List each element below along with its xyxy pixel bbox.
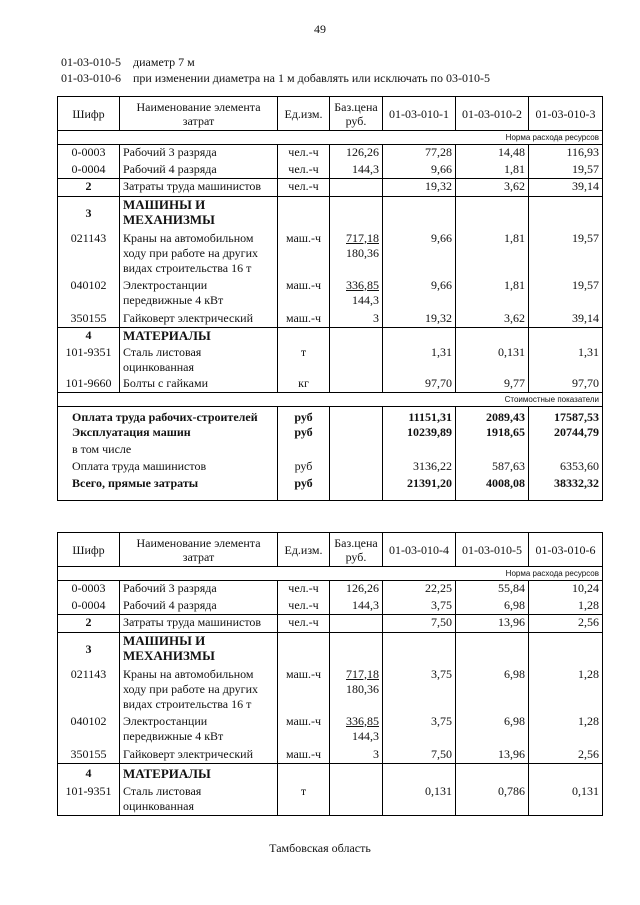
page-number: 49	[314, 22, 326, 36]
row-price: 144,3	[330, 598, 383, 615]
row-code: 040102	[58, 278, 120, 311]
table-row	[58, 179, 603, 197]
section-row	[58, 328, 603, 345]
section-title: МАШИНЫ И МЕХАНИЗМЫ	[120, 633, 278, 667]
norm-label: Норма расхода ресурсов	[58, 567, 603, 581]
norm-label: Норма расхода ресурсов	[58, 131, 603, 145]
row-name: Электростанции передвижные 4 кВт	[120, 278, 278, 311]
row-value: 7,50	[383, 615, 456, 633]
summary-unit: руб	[278, 459, 330, 476]
summary-unit: руб	[278, 407, 330, 426]
col-price-header: Баз.цена руб.	[330, 97, 383, 131]
row-value: 1,28	[529, 714, 603, 747]
section-code: 4	[58, 764, 120, 784]
row-value: 14,48	[456, 145, 529, 162]
row-unit: чел.-ч	[278, 162, 330, 179]
summary-row	[58, 407, 603, 426]
row-code: 021143	[58, 231, 120, 278]
section-row	[58, 633, 603, 667]
col-unit-header: Ед.изм.	[278, 97, 330, 131]
row-code: 021143	[58, 667, 120, 714]
table-row	[58, 376, 603, 393]
summary-label: в том числе	[58, 442, 278, 459]
norm-label-row	[58, 567, 603, 581]
row-code: 101-9351	[58, 784, 120, 816]
row-unit: чел.-ч	[278, 179, 330, 197]
cost-label-row	[58, 393, 603, 407]
table-row	[58, 784, 603, 816]
col-code-header: Шифр	[58, 533, 120, 567]
row-code: 040102	[58, 714, 120, 747]
section-code: 3	[58, 197, 120, 231]
row-value: 19,57	[529, 278, 603, 311]
table-row	[58, 311, 603, 328]
row-value: 1,31	[529, 345, 603, 376]
col-name-header: Наименование элемента затрат	[120, 97, 278, 131]
row-price: 3	[330, 311, 383, 328]
row-value: 2,56	[529, 615, 603, 633]
row-value: 19,57	[529, 162, 603, 179]
summary-row	[58, 476, 603, 500]
row-name: Рабочий 3 разряда	[120, 145, 278, 162]
row-unit: маш.-ч	[278, 747, 330, 764]
row-value: 0,131	[383, 784, 456, 816]
row-value: 1,31	[383, 345, 456, 376]
row-value: 9,66	[383, 162, 456, 179]
summary-value: 4008,08	[456, 476, 529, 500]
price-total: 336,85	[346, 713, 379, 728]
row-value: 1,28	[529, 598, 603, 615]
row-price	[330, 376, 383, 393]
row-price	[330, 667, 383, 714]
summary-unit: руб	[278, 476, 330, 500]
summary-unit: руб	[278, 425, 330, 442]
row-unit: т	[278, 784, 330, 816]
price-wage: 180,36	[346, 245, 379, 260]
row-name: Гайковерт электрический	[120, 747, 278, 764]
summary-value: 2089,43	[456, 407, 529, 426]
table-row	[58, 231, 603, 278]
price-wage: 144,3	[352, 728, 379, 743]
row-price	[330, 345, 383, 376]
summary-value: 11151,31	[383, 407, 456, 426]
col-header: 01-03-010-1	[383, 97, 456, 131]
row-code: 0-0004	[58, 598, 120, 615]
row-value: 13,96	[456, 615, 529, 633]
row-value: 13,96	[456, 747, 529, 764]
price-wage: 144,3	[352, 292, 379, 307]
table-row	[58, 278, 603, 311]
row-value: 3,75	[383, 598, 456, 615]
row-name: Электростанции передвижные 4 кВт	[120, 714, 278, 747]
row-value: 97,70	[529, 376, 603, 393]
col-unit-header: Ед.изм.	[278, 533, 330, 567]
summary-value: 17587,53	[529, 407, 603, 426]
section-row	[58, 764, 603, 784]
summary-label: Оплата труда машинистов	[58, 459, 278, 476]
price-total: 717,18	[346, 230, 379, 245]
row-name: Гайковерт электрический	[120, 311, 278, 328]
row-value: 0,786	[456, 784, 529, 816]
row-unit: маш.-ч	[278, 667, 330, 714]
price-total: 717,18	[346, 666, 379, 681]
summary-value: 10239,89	[383, 425, 456, 442]
table-row	[58, 667, 603, 714]
section-code: 3	[58, 633, 120, 667]
summary-value: 587,63	[456, 459, 529, 476]
summary-row	[58, 442, 603, 459]
row-value: 19,32	[383, 311, 456, 328]
col-header: 01-03-010-2	[456, 97, 529, 131]
row-name: Рабочий 4 разряда	[120, 598, 278, 615]
row-value: 7,50	[383, 747, 456, 764]
row-value: 0,131	[456, 345, 529, 376]
col-price-header: Баз.цена руб.	[330, 533, 383, 567]
row-value: 6,98	[456, 667, 529, 714]
page-footer: Тамбовская область	[269, 841, 371, 855]
table-row	[58, 615, 603, 633]
row-name: Краны на автомобильном ходу при работе на других видах строительства 16 т	[120, 667, 278, 714]
row-price	[330, 179, 383, 197]
row-name: Рабочий 4 разряда	[120, 162, 278, 179]
row-value: 19,32	[383, 179, 456, 197]
row-value: 6,98	[456, 598, 529, 615]
row-price: 126,26	[330, 581, 383, 598]
row-unit: чел.-ч	[278, 581, 330, 598]
row-value: 97,70	[383, 376, 456, 393]
row-value: 10,24	[529, 581, 603, 598]
row-value: 22,25	[383, 581, 456, 598]
row-code: 0-0004	[58, 162, 120, 179]
resource-table-1	[57, 96, 603, 501]
row-value: 3,75	[383, 667, 456, 714]
table-row	[58, 714, 603, 747]
row-unit: т	[278, 345, 330, 376]
row-value: 3,75	[383, 714, 456, 747]
resource-table-2	[57, 532, 603, 816]
col-header: 01-03-010-5	[456, 533, 529, 567]
table-row	[58, 581, 603, 598]
row-price	[330, 714, 383, 747]
table-row	[58, 598, 603, 615]
header-line-2	[61, 71, 490, 86]
row-name: Болты с гайками	[120, 376, 278, 393]
summary-value: 6353,60	[529, 459, 603, 476]
price-total: 336,85	[346, 277, 379, 292]
cost-label: Стоимостные показатели	[58, 393, 603, 407]
row-unit: чел.-ч	[278, 145, 330, 162]
summary-value: 21391,20	[383, 476, 456, 500]
row-code: 350155	[58, 311, 120, 328]
col-header: 01-03-010-6	[529, 533, 603, 567]
price-wage: 180,36	[346, 681, 379, 696]
row-name: Затраты труда машинистов	[120, 179, 278, 197]
header-code: 01-03-010-5	[61, 55, 121, 69]
col-code-header: Шифр	[58, 97, 120, 131]
section-title: МАТЕРИАЛЫ	[120, 764, 278, 784]
row-value: 1,81	[456, 231, 529, 278]
summary-value: 38332,32	[529, 476, 603, 500]
row-unit: чел.-ч	[278, 598, 330, 615]
row-unit: маш.-ч	[278, 231, 330, 278]
row-code: 0-0003	[58, 581, 120, 598]
row-price: 126,26	[330, 145, 383, 162]
row-value: 19,57	[529, 231, 603, 278]
row-unit: маш.-ч	[278, 311, 330, 328]
row-code: 101-9660	[58, 376, 120, 393]
row-value: 9,77	[456, 376, 529, 393]
row-price: 144,3	[330, 162, 383, 179]
table-row	[58, 345, 603, 376]
norm-label-row	[58, 131, 603, 145]
summary-row	[58, 425, 603, 442]
row-value: 2,56	[529, 747, 603, 764]
table-header-row	[58, 97, 603, 131]
row-value: 6,98	[456, 714, 529, 747]
row-code: 2	[58, 615, 120, 633]
row-price	[330, 278, 383, 311]
col-header: 01-03-010-3	[529, 97, 603, 131]
header-line-1	[61, 55, 195, 70]
row-code: 2	[58, 179, 120, 197]
summary-row	[58, 459, 603, 476]
section-row	[58, 197, 603, 231]
row-price: 3	[330, 747, 383, 764]
col-name-header: Наименование элемента затрат	[120, 533, 278, 567]
row-value: 116,93	[529, 145, 603, 162]
row-name: Сталь листовая оцинкованная	[120, 345, 278, 376]
section-title: МАТЕРИАЛЫ	[120, 328, 278, 345]
row-value: 1,28	[529, 667, 603, 714]
row-price	[330, 615, 383, 633]
row-value: 39,14	[529, 179, 603, 197]
col-header: 01-03-010-4	[383, 533, 456, 567]
row-code: 0-0003	[58, 145, 120, 162]
row-name: Краны на автомобильном ходу при работе на других видах строительства 16 т	[120, 231, 278, 278]
table-row	[58, 747, 603, 764]
row-value: 3,62	[456, 311, 529, 328]
section-code: 4	[58, 328, 120, 345]
row-value: 1,81	[456, 278, 529, 311]
section-title: МАШИНЫ И МЕХАНИЗМЫ	[120, 197, 278, 231]
table-header-row	[58, 533, 603, 567]
row-value: 3,62	[456, 179, 529, 197]
header-code: 01-03-010-6	[61, 71, 121, 85]
row-name: Рабочий 3 разряда	[120, 581, 278, 598]
row-value: 39,14	[529, 311, 603, 328]
row-value: 0,131	[529, 784, 603, 816]
table-row	[58, 145, 603, 162]
summary-value: 20744,79	[529, 425, 603, 442]
summary-label: Эксплуатация машин	[58, 425, 278, 442]
summary-value: 3136,22	[383, 459, 456, 476]
row-value: 1,81	[456, 162, 529, 179]
row-name: Затраты труда машинистов	[120, 615, 278, 633]
row-name: Сталь листовая оцинкованная	[120, 784, 278, 816]
header-text: диаметр 7 м	[133, 55, 195, 69]
row-value: 55,84	[456, 581, 529, 598]
row-unit: маш.-ч	[278, 714, 330, 747]
table-row	[58, 162, 603, 179]
row-price	[330, 231, 383, 278]
row-value: 9,66	[383, 231, 456, 278]
row-code: 101-9351	[58, 345, 120, 376]
row-price	[330, 784, 383, 816]
row-unit: кг	[278, 376, 330, 393]
row-value: 9,66	[383, 278, 456, 311]
row-unit: маш.-ч	[278, 278, 330, 311]
row-value: 77,28	[383, 145, 456, 162]
summary-value: 1918,65	[456, 425, 529, 442]
row-unit: чел.-ч	[278, 615, 330, 633]
header-text: при изменении диаметра на 1 м добавлять или исключать по 03-010-5	[133, 71, 490, 85]
row-code: 350155	[58, 747, 120, 764]
summary-label: Оплата труда рабочих-строителей	[58, 407, 278, 426]
summary-label: Всего, прямые затраты	[58, 476, 278, 500]
